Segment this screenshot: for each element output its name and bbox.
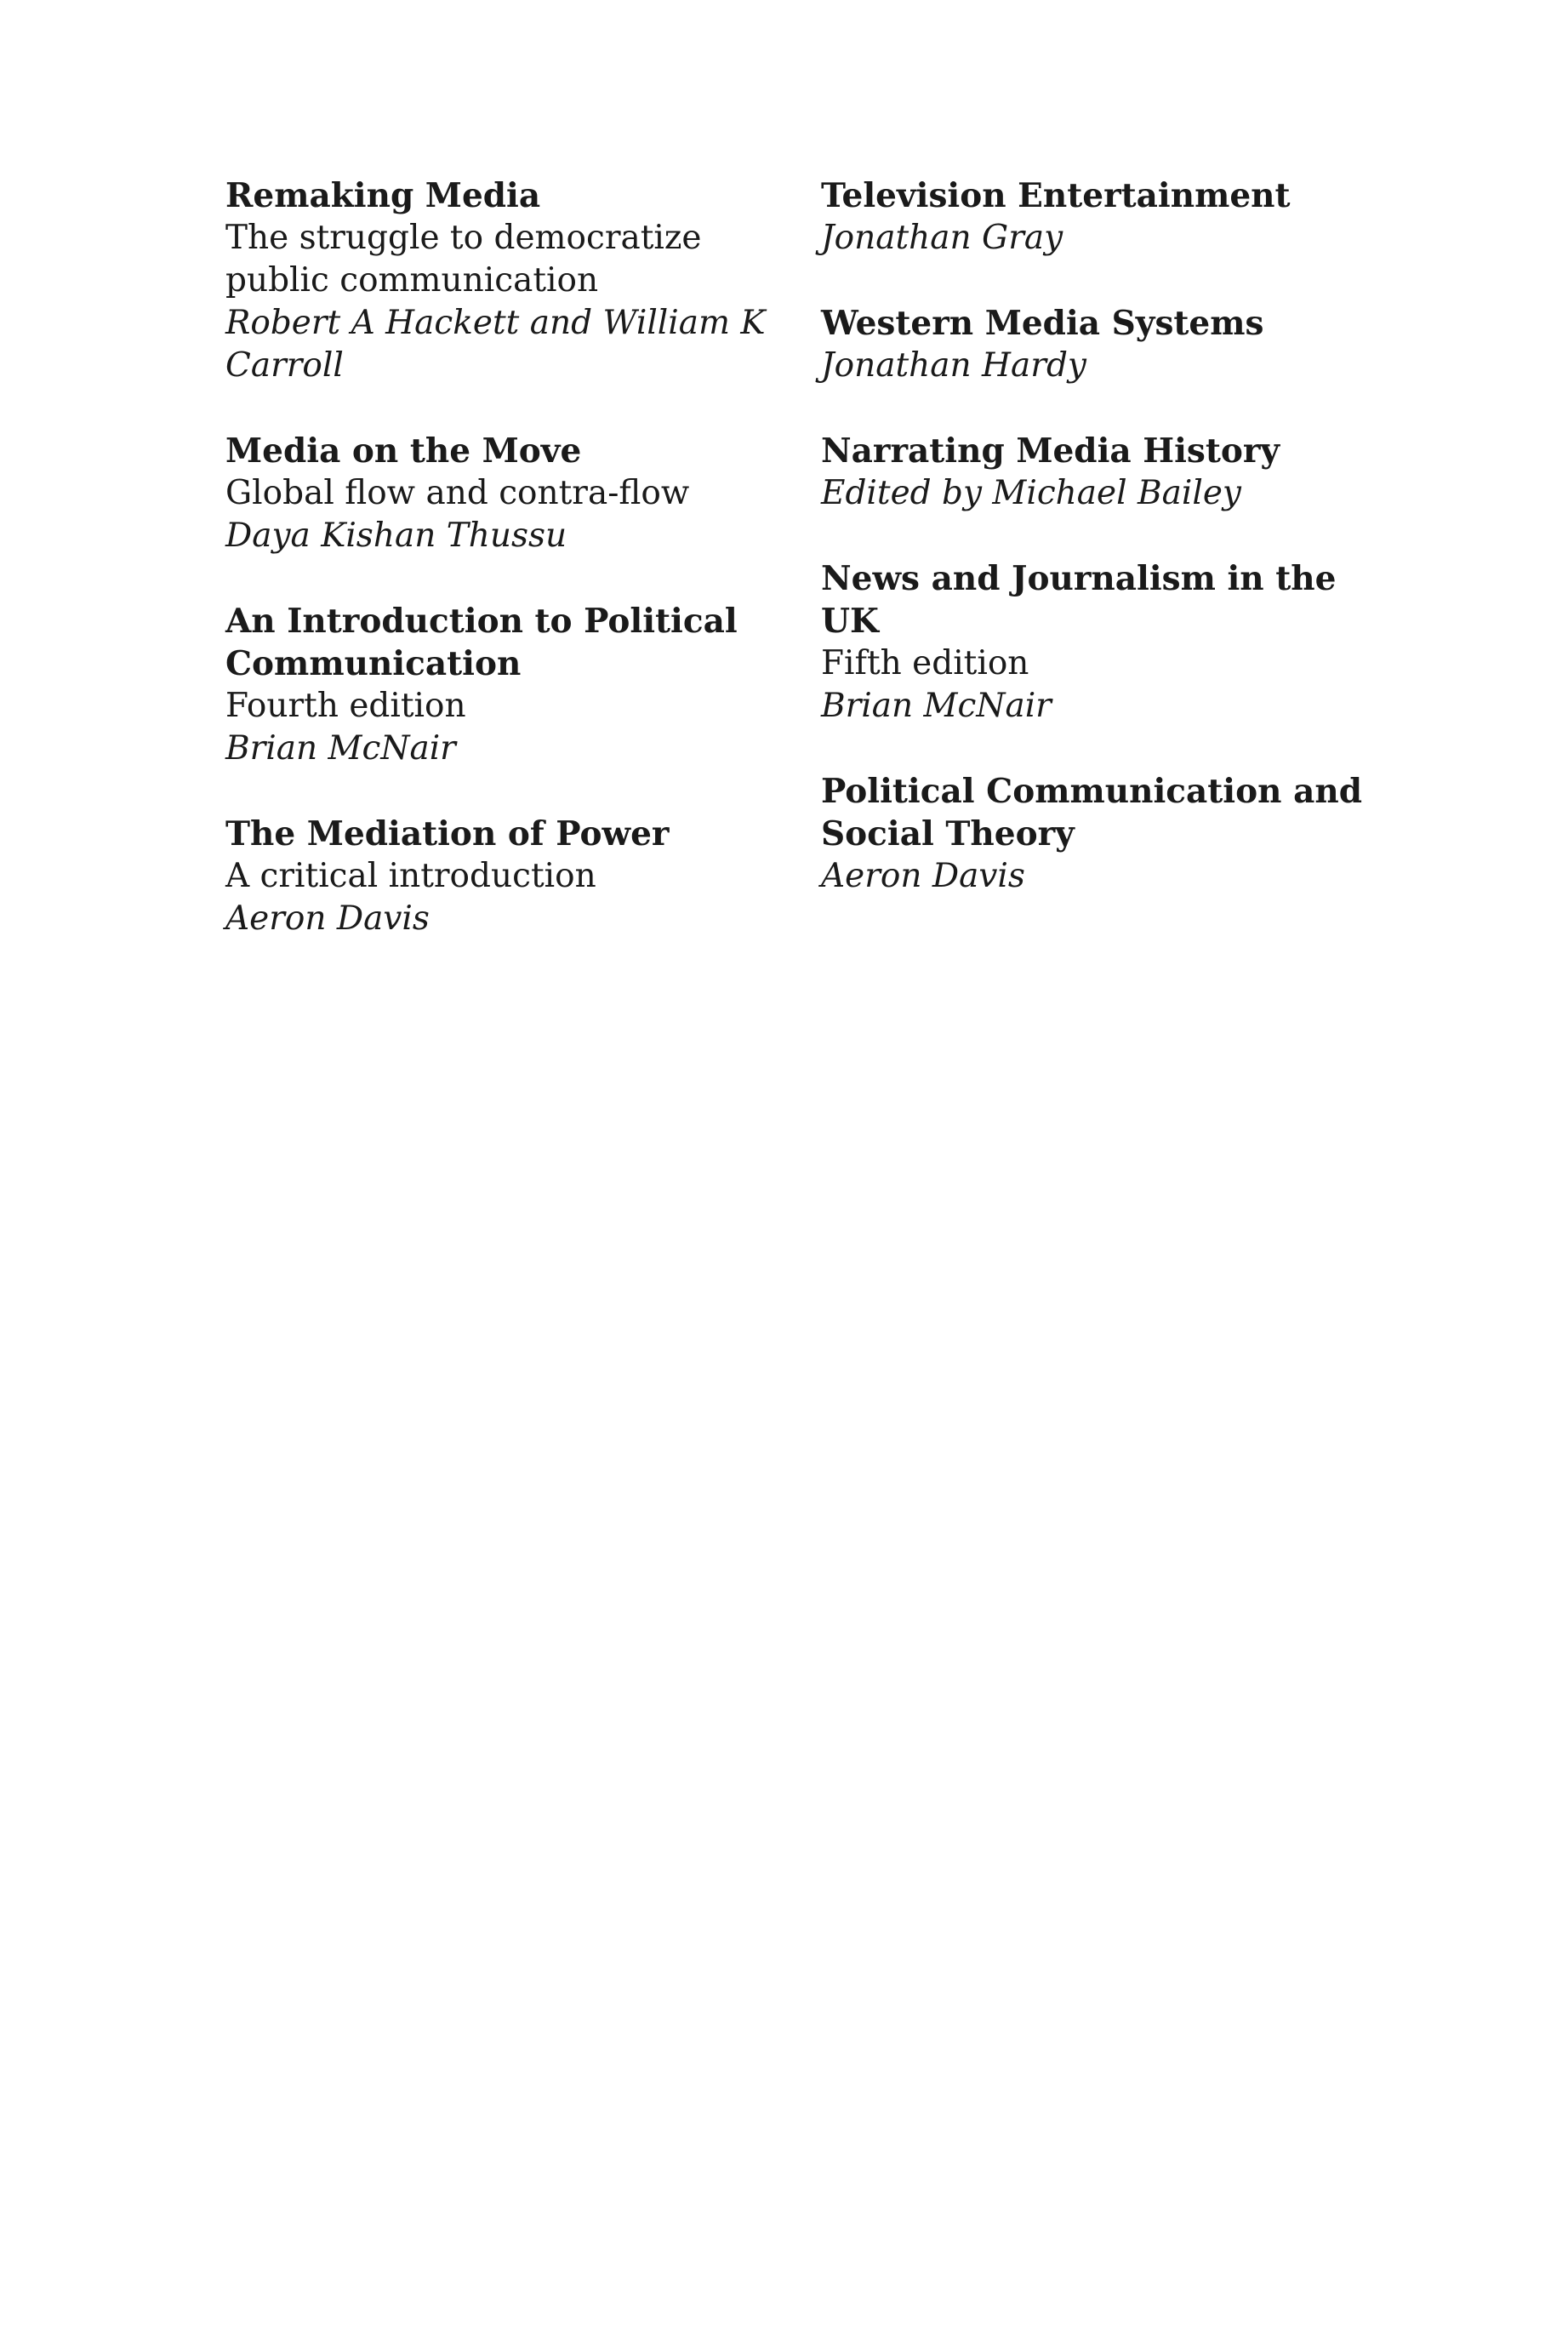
book-title: News and Journalism in the UK bbox=[821, 559, 1337, 641]
book-entry bbox=[225, 813, 787, 940]
book-title: Media on the Move bbox=[225, 431, 582, 471]
book-subtitle: Fifth edition bbox=[821, 644, 1029, 682]
book-entry bbox=[225, 174, 787, 387]
book-author: Aeron Davis bbox=[225, 899, 430, 938]
book-author: Brian McNair bbox=[225, 729, 456, 768]
book-title: Narrating Media History bbox=[821, 431, 1280, 471]
book-author: Daya Kishan Thussu bbox=[225, 517, 567, 555]
book-subtitle: Fourth edition bbox=[225, 687, 466, 725]
book-entry bbox=[821, 302, 1383, 387]
book-author: Aeron Davis bbox=[821, 857, 1025, 895]
book-author: Edited by Michael Bailey bbox=[821, 474, 1241, 512]
book-author: Robert A Hackett and William K Carroll bbox=[225, 304, 766, 385]
book-author: Jonathan Hardy bbox=[821, 346, 1086, 385]
book-subtitle: The struggle to democratize public communication bbox=[225, 219, 702, 300]
book-entry bbox=[225, 600, 787, 770]
book-author: Brian McNair bbox=[821, 687, 1052, 725]
book-title: An Introduction to Political Communication bbox=[225, 602, 738, 683]
book-entry bbox=[225, 430, 787, 557]
book-entry bbox=[821, 557, 1383, 728]
book-author: Jonathan Gray bbox=[821, 219, 1063, 257]
book-entry bbox=[821, 430, 1383, 515]
left-column bbox=[225, 174, 787, 983]
book-title: The Mediation of Power bbox=[225, 814, 670, 853]
book-title: Remaking Media bbox=[225, 176, 541, 215]
book-subtitle: Global flow and contra-flow bbox=[225, 474, 690, 512]
book-title: Political Communication and Social Theory bbox=[821, 772, 1362, 853]
right-column bbox=[821, 174, 1383, 940]
book-entry bbox=[821, 770, 1383, 898]
book-title: Western Media Systems bbox=[821, 304, 1264, 343]
book-subtitle: A critical introduction bbox=[225, 857, 596, 895]
book-title: Television Entertainment bbox=[821, 176, 1291, 215]
book-entry bbox=[821, 174, 1383, 260]
